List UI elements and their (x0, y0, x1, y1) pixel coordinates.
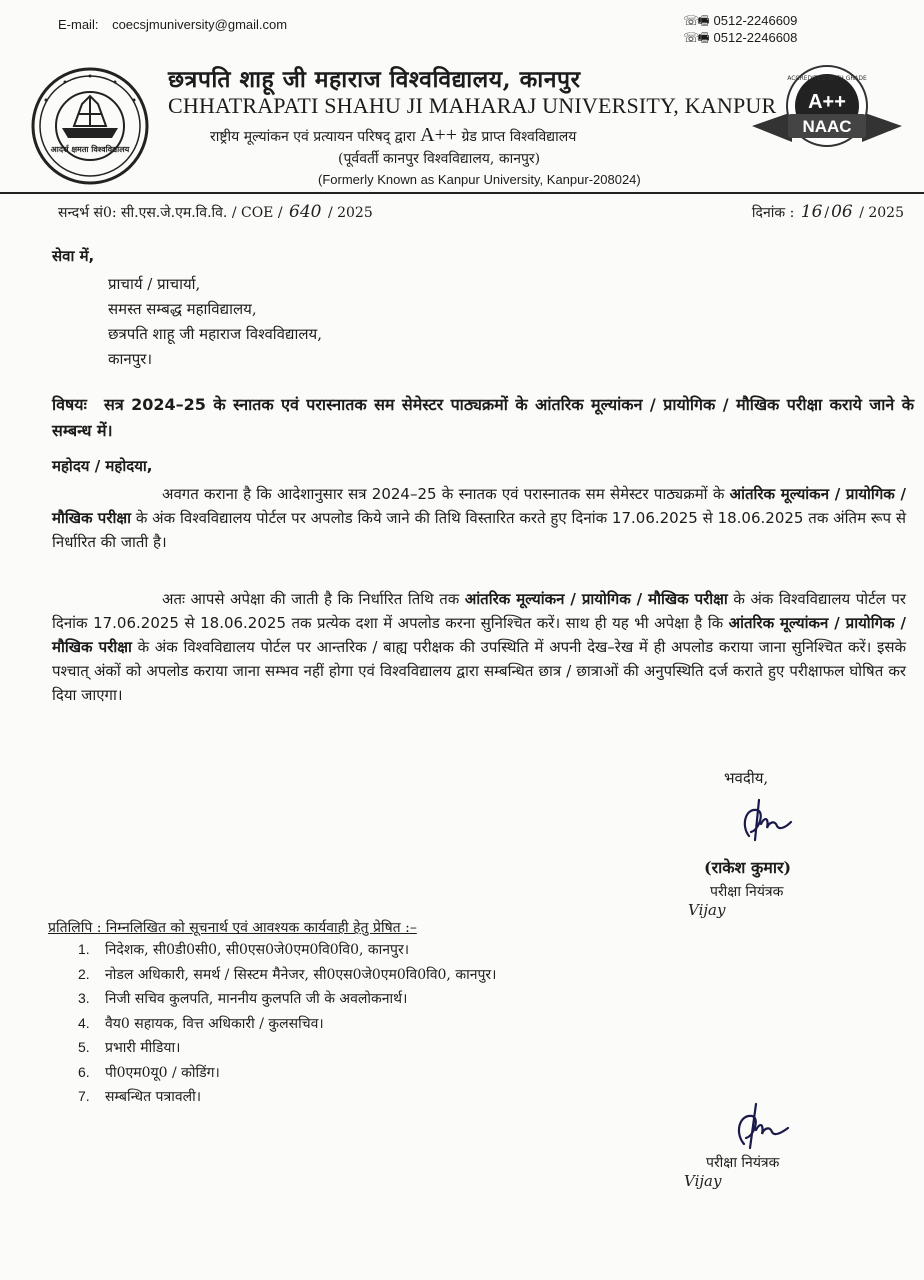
logo-text: आदर्श क्षमता विश्वविद्यालय (50, 145, 130, 154)
addressee-line: समस्त सम्बद्ध महाविद्यालय, (108, 300, 257, 318)
signature-image (735, 796, 795, 846)
para1-text-a: अवगत कराना है कि आदेशानुसार सत्र 2024–25 के स्नातक एवं परास्नातक सम सेमेस्टर पाठ्यक्रमों के (162, 485, 725, 503)
naac-line-suffix: ग्रेड प्राप्त विश्वविद्यालय (461, 129, 577, 145)
naac-ring-text: ACCREDITED WITH GRADE (787, 75, 867, 82)
initials-image (686, 898, 738, 920)
email-address: coecsjmuniversity@gmail.com (112, 17, 288, 32)
reference-prefix: सन्दर्भ सं0: सी.एस.जे.एम.वि.वि. / COE / (58, 205, 283, 221)
salutation: महोदय / महोदया, (52, 457, 153, 475)
signatory-designation: परीक्षा नियंत्रक (706, 1155, 780, 1171)
list-item-text: प्रभारी मीडिया। (105, 1040, 181, 1056)
university-name-hindi: छत्रपति शाहू जी महाराज विश्वविद्यालय, कानपुर (168, 66, 581, 93)
phone-number: 0512-2246608 (713, 30, 798, 45)
subject-text: सत्र 2024–25 के स्नातक एवं परास्नातक सम सेमेस्टर पाठ्यक्रमों के आंतरिक मूल्यांकन / प्रायोगिक / मौखिक परीक्षा कराये जाने के सम्बन्ध में। (52, 395, 914, 440)
addressee-block (108, 272, 322, 372)
list-item-number: 5. (78, 1039, 90, 1055)
initials-text: Vijay (684, 1172, 722, 1190)
initials-text: Vijay (688, 901, 726, 919)
list-item-text: सम्बन्धित पत्रावली। (105, 1089, 202, 1105)
naac-badge-grade: A++ (808, 91, 846, 113)
subject-line (52, 392, 914, 444)
reference-handwritten-number: 640 (289, 202, 322, 222)
list-item-number: 7. (78, 1088, 90, 1104)
list-item-text: निजी सचिव कुलपति, माननीय कुलपति जी के अवलोकनार्थ। (105, 991, 408, 1007)
para1-bold: आंतरिक मूल्यांकन / प्रायोगिक / मौखिक परीक्षा (52, 485, 906, 527)
body-paragraph-2 (52, 587, 906, 707)
closing: भवदीय, (724, 769, 769, 787)
university-name-english: CHHATRAPATI SHAHU JI MAHARAJ UNIVERSITY, KANPUR (168, 93, 777, 118)
list-item (78, 1061, 496, 1086)
email-label: E-mail: (58, 17, 99, 32)
addressee-line: प्राचार्य / प्राचार्या, (108, 275, 201, 293)
naac-grade: A++ (420, 124, 458, 146)
date-day: 16 (800, 202, 823, 222)
reference-year: / 2025 (327, 205, 373, 221)
list-item-number: 2. (78, 965, 90, 982)
list-item-text: वैय0 सहायक, वित्त अधिकारी / कुलसचिव। (105, 1015, 324, 1032)
list-item-text: निदेशक, सी0डी0सी0, सी0एस0जे0एम0वि0वि0, कानपुर। (105, 942, 410, 958)
signature-image (728, 1100, 792, 1154)
para2-bold-2: आंतरिक मूल्यांकन / प्रायोगिक / मौखिक परीक्षा (52, 614, 906, 656)
list-item-number: 6. (78, 1063, 90, 1080)
list-item (78, 1036, 496, 1061)
addressee-line: छत्रपति शाहू जी महाराज विश्वविद्यालय, (108, 325, 322, 343)
list-item-number: 4. (78, 1014, 90, 1031)
telephone-fax-icon: ☏🖷 (683, 13, 708, 28)
naac-badge-label: NAAC (802, 117, 852, 136)
signatory-name: (राकेश कुमार) (704, 858, 792, 877)
naac-accreditation-line (210, 124, 576, 147)
header-divider (0, 192, 924, 194)
copy-to-heading: प्रतिलिपि : निम्नलिखित को सूचनार्थ एवं आवश्यक कार्यवाही हेतु प्रेषित :– (48, 920, 417, 936)
list-item (78, 987, 496, 1012)
list-item (78, 938, 496, 963)
initials-image (682, 1168, 734, 1192)
list-item-number: 3. (78, 990, 90, 1006)
subject-label: विषयः (52, 395, 87, 414)
list-item-text: नोडल अधिकारी, समर्थ / सिस्टम मैनेजर, सी0एस0जे0एम0वि0वि0, कानपुर। (105, 966, 497, 983)
phone-number: 0512-2246609 (713, 13, 798, 28)
email-line (58, 17, 287, 32)
para2-text-c: के अंक विश्वविद्यालय पोर्टल पर दिनांक 17.06.2025 से 18.06.2025 तक प्रत्येक दशा में अपलोड करना सुनिश्चित करें। साथ ही यह भी अपेक्षा है कि (52, 590, 906, 632)
reference-number (58, 202, 373, 222)
date-label: दिनांक : (751, 205, 795, 221)
list-item (78, 963, 496, 988)
telephone-fax-icon: ☏🖷 (683, 30, 708, 45)
copy-to-list (78, 938, 496, 1110)
body-paragraph-1 (52, 482, 906, 554)
university-seal-logo (30, 66, 150, 186)
former-name-hindi: (पूर्ववर्ती कानपुर विश्वविद्यालय, कानपुर) (338, 151, 541, 167)
letter-date: दिनांक : 16 / 06 / 2025 (751, 202, 904, 222)
addressee-heading: सेवा में, (52, 247, 95, 265)
date-year: / 2025 (859, 205, 904, 221)
phone-numbers (683, 12, 797, 46)
para1-text-c: के अंक विश्वविद्यालय पोर्टल पर अपलोड किये जाने की तिथि विस्तारित करते हुए दिनांक 17.06.2025 से 18.06.2025 तक अंतिम रूप से निर्धारित की जाती है। (52, 509, 907, 551)
date-month: 06 (831, 202, 853, 222)
naac-badge-logo (752, 64, 902, 154)
list-item (78, 1085, 496, 1110)
former-name-english: (Formerly Known as Kanpur University, Kanpur-208024) (318, 172, 641, 187)
naac-line-prefix: राष्ट्रीय मूल्यांकन एवं प्रत्यायन परिषद् द्वारा (210, 129, 416, 145)
list-item-text: पी0एम0यू0 / कोडिंग। (105, 1064, 220, 1081)
list-item-number: 1. (78, 941, 90, 957)
para2-text-a: अतः आपसे अपेक्षा की जाती है कि निर्धारित तिथि तक (162, 590, 460, 608)
addressee-line: कानपुर। (108, 350, 153, 368)
para2-bold-1: आंतरिक मूल्यांकन / प्रायोगिक / मौखिक परीक्षा (464, 590, 728, 608)
signatory-designation: परीक्षा नियंत्रक (710, 884, 784, 900)
para2-text-e: के अंक विश्वविद्यालय पोर्टल पर आन्तरिक / बाह्य परीक्षक की उपस्थिति में अपनी देख–रेख में ही अपलोड कराया जाना सुनिश्चित करें। इसके पश्चात् अंकों को अपलोड कराया जाना सम्भव नहीं होगा एवं विश्वविद्यालय द्वारा सम्बन्धित छात्र / छात्राओं की अनुपस्थिति दर्ज कराते हुए परीक्षाफल घोषित कर दिया जाएगा। (52, 638, 907, 704)
list-item (78, 1012, 496, 1037)
